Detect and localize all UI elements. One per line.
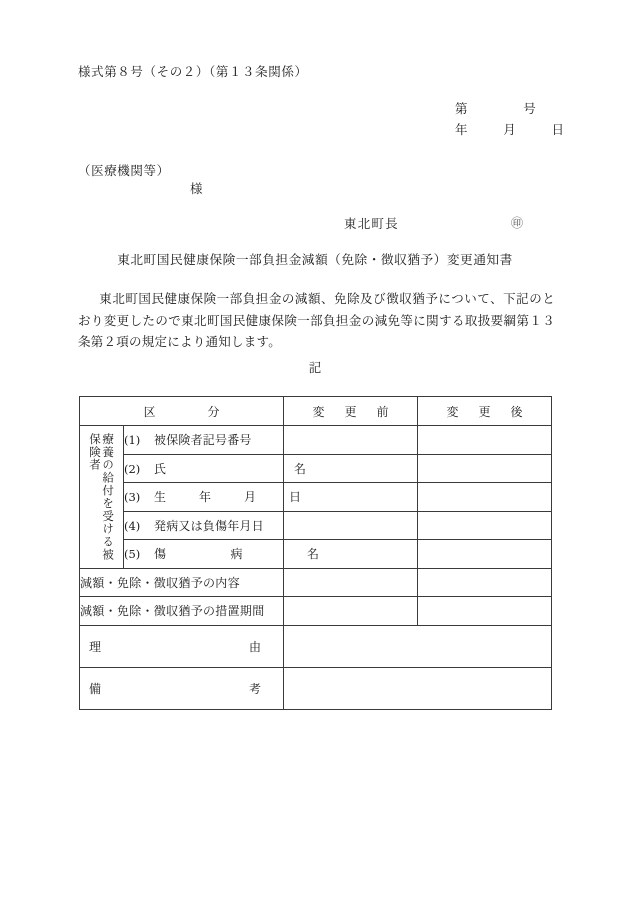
document-number-row [455, 98, 565, 119]
item-label-cell [124, 483, 312, 512]
reason-label-cell [80, 625, 284, 667]
value-after-injury-name[interactable] [418, 540, 552, 569]
item-label: 生 年 月 日 [154, 490, 312, 505]
header-after: 変 更 後 [418, 397, 552, 426]
seal-stamp-icon: ㊞ [511, 216, 524, 230]
reduction-content-label: 減額・免除・徴収猶予の内容 [80, 568, 284, 597]
item-label: 発病又は負傷年月日 [154, 518, 264, 533]
value-after-birthdate[interactable] [418, 483, 552, 512]
item-label-cell [124, 511, 284, 540]
addressee-honorific: 様 [190, 181, 204, 196]
reason-label-right: 由 [249, 639, 262, 654]
table-row [80, 426, 552, 455]
value-after-reduction-content[interactable] [418, 568, 552, 597]
item-label-cell [124, 540, 333, 569]
form-table-container [79, 396, 551, 710]
document-date-row [455, 119, 565, 140]
item-label: 傷 病 名 [154, 547, 333, 562]
item-number: (4) [124, 518, 141, 533]
number-label: 第 [455, 101, 469, 116]
value-after-name[interactable] [418, 454, 552, 483]
date-day-label: 日 [551, 122, 565, 137]
ki-marker: 記 [308, 360, 322, 375]
vertical-group-label [80, 426, 124, 569]
value-after-onset-date[interactable] [418, 511, 552, 540]
body-paragraph-text: 東北町国民健康保険一部負担金の減額、免除及び徴収猶予について、下記のとおり変更したので東北町国民健康保険一部負担金の減免等に関する取扱要綱第１３条第２項の規定により通知します。 [78, 291, 555, 349]
value-before-insured-number[interactable] [284, 426, 418, 455]
document-number-block [455, 98, 565, 140]
change-notification-table [79, 396, 552, 710]
value-remarks[interactable] [284, 667, 552, 709]
remarks-label-left: 備 [89, 681, 102, 696]
vertical-label-right: 療養の給付を受ける被 [101, 432, 116, 561]
header-before: 変 更 前 [284, 397, 418, 426]
remarks-label-right: 考 [249, 681, 262, 696]
table-row [80, 511, 552, 540]
item-number: (1) [124, 433, 141, 448]
form-code: 様式第８号（その２）（第１３条関係） [78, 64, 308, 79]
table-row [80, 597, 552, 626]
item-label: 被保険者記号番号 [154, 433, 252, 448]
date-year-label: 年 [455, 122, 469, 137]
item-label-cell [124, 426, 284, 455]
value-after-reduction-period[interactable] [418, 597, 552, 626]
body-paragraph [78, 288, 555, 353]
table-row [80, 568, 552, 597]
table-row [80, 454, 552, 483]
table-row [80, 483, 552, 512]
value-before-onset-date[interactable] [284, 511, 418, 540]
table-row [80, 540, 552, 569]
item-number: (3) [124, 490, 141, 505]
number-unit: 号 [523, 101, 537, 116]
reason-label-left: 理 [89, 639, 102, 654]
value-after-insured-number[interactable] [418, 426, 552, 455]
value-reason[interactable] [284, 625, 552, 667]
date-month-label: 月 [503, 122, 517, 137]
remarks-label-cell [80, 667, 284, 709]
item-label-cell [124, 454, 323, 483]
table-row [80, 625, 552, 667]
header-category: 区 分 [80, 397, 284, 426]
issuer-name: 東北町長 [344, 216, 399, 231]
reduction-period-label: 減額・免除・徴収猶予の措置期間 [80, 597, 284, 626]
value-before-reduction-content[interactable] [284, 568, 418, 597]
vertical-label-left: 保険者 [88, 432, 102, 472]
item-label: 氏 名 [154, 461, 323, 476]
item-number: (2) [124, 461, 141, 476]
addressee-organization: （医療機関等） [78, 163, 170, 178]
value-before-reduction-period[interactable] [284, 597, 418, 626]
table-row [80, 667, 552, 709]
item-number: (5) [124, 547, 141, 562]
document-title: 東北町国民健康保険一部負担金減額（免除・徴収猶予）変更通知書 [117, 252, 513, 267]
table-header-row [80, 397, 552, 426]
